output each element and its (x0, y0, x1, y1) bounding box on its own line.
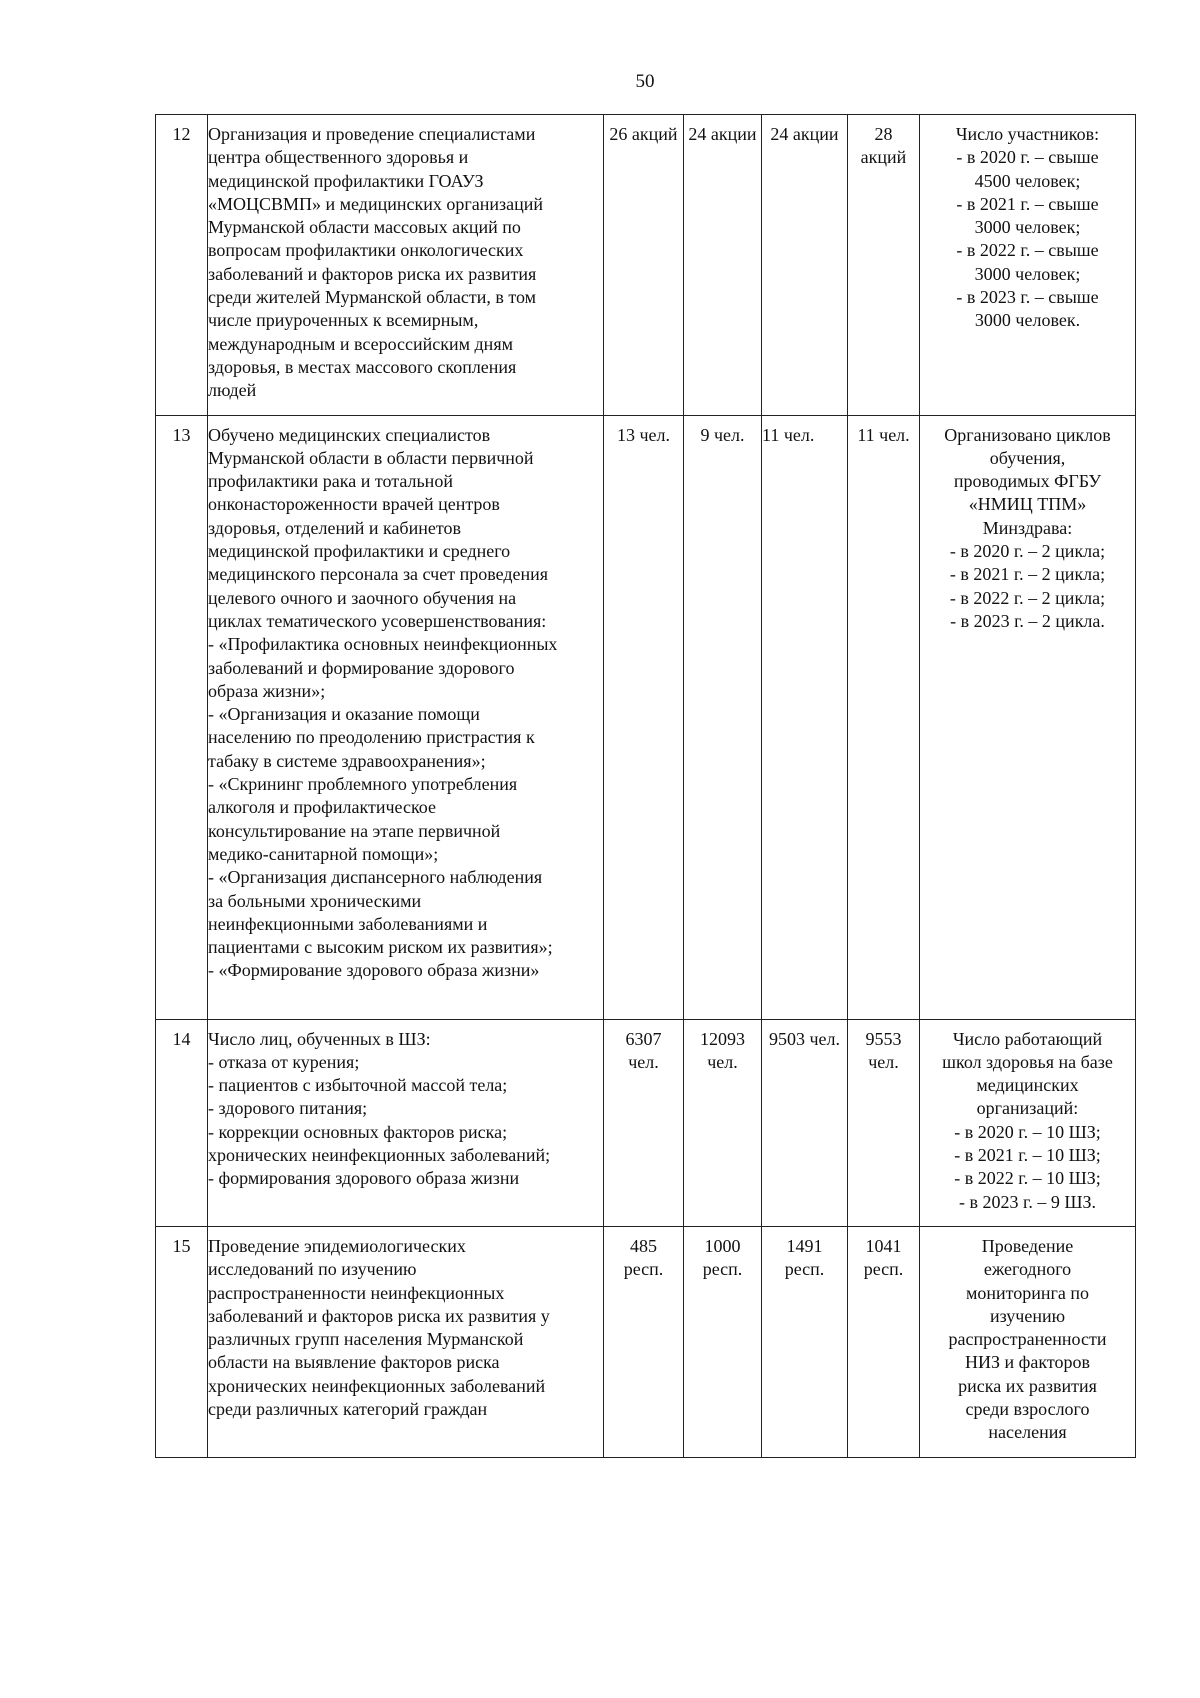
text-line: риска их развития (958, 1375, 1097, 1396)
text-line: Число работающий (952, 1028, 1103, 1049)
text-line: мониторинга по (965, 1282, 1090, 1303)
text-line: 26 акций (609, 124, 678, 144)
text-line: Мурманской области в области первичной (208, 447, 534, 468)
text-line: - в 2022 г. – 10 ШЗ; (954, 1168, 1101, 1189)
text-line: 1041 (865, 1235, 902, 1256)
measure-description (208, 415, 604, 1019)
text-line: Минздрава: (982, 517, 1073, 538)
table-row (156, 1226, 1136, 1457)
value-2022 (762, 1019, 848, 1226)
text-line: международным и всероссийским дням (208, 333, 513, 354)
text-line: хронических неинфекционных заболеваний (208, 1375, 546, 1396)
text-line: 24 акции (770, 124, 839, 144)
text-line: 9 чел. (700, 424, 745, 445)
text-line: 24 акции (688, 124, 757, 144)
table-row (156, 1019, 1136, 1226)
result-cell (920, 1019, 1136, 1226)
text-line: распространенности (948, 1329, 1107, 1350)
text-line: Проведение эпидемиологических (208, 1235, 466, 1256)
result-cell (920, 115, 1136, 416)
text-line: вопросам профилактики онкологических (208, 240, 524, 261)
text-line: хронических неинфекционных заболеваний; (208, 1145, 551, 1166)
text-line: алкоголя и профилактическое (208, 797, 436, 818)
row-number: 15 (156, 1226, 208, 1457)
text-line: - «Профилактика основных неинфекционных (208, 634, 558, 655)
measure-description (208, 1226, 604, 1457)
text-line: 1000 (704, 1235, 741, 1256)
text-line: среди жителей Мурманской области, в том (208, 287, 537, 308)
table-row (156, 415, 1136, 1019)
text-line: респ. (784, 1259, 825, 1280)
text-line: среди различных категорий граждан (208, 1399, 488, 1420)
text-line: акций (860, 147, 907, 168)
text-line: населению по преодолению пристрастия к (208, 727, 535, 748)
value-2020 (604, 1226, 684, 1457)
text-line: распространенности неинфекционных (208, 1282, 505, 1303)
text-line: заболеваний и формирование здорового (208, 657, 515, 678)
measure-description (208, 115, 604, 416)
text-line: среди взрослого (965, 1399, 1090, 1420)
text-line: - в 2022 г. – 2 цикла; (949, 587, 1106, 608)
text-line: медико-санитарной помощи»; (208, 843, 439, 864)
text-line: - в 2021 г. – свыше (956, 193, 1099, 214)
text-line: - отказа от курения; (208, 1051, 360, 1072)
text-line: Организовано циклов (944, 424, 1111, 445)
text-line: - здорового питания; (208, 1098, 368, 1119)
text-line: Мурманской области массовых акций по (208, 217, 521, 238)
text-line: Организация и проведение специалистами (208, 124, 536, 144)
text-line: области на выявление факторов риска (208, 1352, 500, 1373)
text-line: - «Организация диспансерного наблюдения (208, 867, 543, 888)
text-line: онконастороженности врачей центров (208, 494, 500, 515)
text-line: чел. (628, 1051, 659, 1072)
value-2022 (762, 115, 848, 416)
text-line: числе приуроченных к всемирным, (208, 310, 479, 331)
text-line: школ здоровья на базе (942, 1051, 1113, 1072)
text-line: Число лиц, обученных в ШЗ: (208, 1028, 431, 1049)
text-line: - в 2023 г. – 2 цикла. (950, 610, 1105, 631)
text-line: циклах тематического усовершенствования: (208, 610, 547, 631)
page-number: 50 (635, 71, 655, 92)
text-line: организаций: (976, 1098, 1079, 1119)
result-cell (920, 1226, 1136, 1457)
value-2023 (848, 415, 920, 1019)
table-row (156, 115, 1136, 416)
text-line: исследований по изучению (208, 1259, 417, 1280)
text-line: 9503 чел. (768, 1028, 841, 1049)
text-line: здоровья, в местах массового скопления (208, 356, 517, 377)
value-2022 (762, 1226, 848, 1457)
text-line: людей (208, 380, 257, 401)
text-line: 12093 (700, 1028, 745, 1049)
text-line: чел. (707, 1051, 738, 1072)
row-number: 13 (156, 415, 208, 1019)
text-line: 1491 (786, 1235, 823, 1256)
text-line: 28 (874, 124, 893, 144)
measures-table (155, 114, 1136, 1458)
text-line: - пациентов с избыточной массой тела; (208, 1075, 508, 1096)
text-line: ежегодного (983, 1259, 1072, 1280)
text-line: - «Скрининг проблемного употребления (208, 774, 518, 795)
text-line: 11 чел. (762, 424, 815, 445)
text-line: обучения, (989, 447, 1066, 468)
text-line: заболеваний и факторов риска их развития у (208, 1305, 550, 1326)
text-line: 3000 человек; (974, 263, 1081, 284)
text-line: Число участников: (955, 124, 1100, 144)
result-cell (920, 415, 1136, 1019)
text-line: неинфекционными заболеваниями и (208, 913, 488, 934)
value-2020 (604, 415, 684, 1019)
text-line: - в 2023 г. – свыше (956, 287, 1099, 308)
value-2021 (684, 1226, 762, 1457)
text-line: - в 2023 г. – 9 ШЗ. (958, 1191, 1097, 1212)
text-line: - формирования здорового образа жизни (208, 1168, 520, 1189)
text-line: изучению (989, 1305, 1066, 1326)
text-line: «МОЦСВМП» и медицинских организаций (208, 193, 543, 214)
value-2021 (684, 1019, 762, 1226)
measure-description (208, 1019, 604, 1226)
text-line: - «Организация и оказание помощи (208, 704, 480, 725)
text-line: - в 2020 г. – 10 ШЗ; (954, 1121, 1101, 1142)
text-line: - в 2021 г. – 2 цикла; (949, 564, 1106, 585)
text-line: консультирование на этапе первичной (208, 820, 501, 841)
value-2021 (684, 115, 762, 416)
text-line: табаку в системе здравоохранения»; (208, 750, 486, 771)
text-line: медицинского персонала за счет проведения (208, 564, 549, 585)
text-line: центра общественного здоровья и (208, 147, 469, 168)
value-2022 (762, 415, 848, 1019)
text-line: пациентами с высоким риском их развития»; (208, 937, 553, 958)
text-line: 6307 (625, 1028, 662, 1049)
text-line: - коррекции основных факторов риска; (208, 1121, 508, 1142)
text-line: различных групп населения Мурманской (208, 1329, 524, 1350)
text-line: профилактики рака и тотальной (208, 471, 453, 492)
text-line: здоровья, отделений и кабинетов (208, 517, 461, 538)
row-number: 12 (156, 115, 208, 416)
text-line: НИЗ и факторов (965, 1352, 1090, 1373)
text-line: 11 чел. (857, 424, 910, 445)
text-line: населения (988, 1422, 1067, 1443)
value-2020 (604, 1019, 684, 1226)
text-line: заболеваний и факторов риска их развития (208, 263, 537, 284)
value-2020 (604, 115, 684, 416)
text-line: 3000 человек. (974, 310, 1081, 331)
text-line: чел. (868, 1051, 899, 1072)
text-line: - в 2022 г. – свыше (956, 240, 1099, 261)
text-line: медицинских (976, 1075, 1079, 1096)
text-line: целевого очного и заочного обучения на (208, 587, 517, 608)
value-2023 (848, 115, 920, 416)
value-2023 (848, 1226, 920, 1457)
text-line: респ. (623, 1259, 664, 1280)
text-line: Проведение (981, 1235, 1074, 1256)
text-line: проводимых ФГБУ (953, 471, 1102, 492)
text-line: медицинской профилактики ГОАУЗ (208, 170, 484, 191)
row-number: 14 (156, 1019, 208, 1226)
text-line: респ. (702, 1259, 743, 1280)
text-line: 3000 человек; (974, 217, 1081, 238)
text-line: 4500 человек; (974, 170, 1081, 191)
text-line: - «Формирование здорового образа жизни» (208, 960, 540, 981)
value-2021 (684, 415, 762, 1019)
text-line: - в 2020 г. – свыше (956, 147, 1099, 168)
text-line: медицинской профилактики и среднего (208, 541, 511, 562)
text-line: Обучено медицинских специалистов (208, 424, 491, 445)
text-line: - в 2021 г. – 10 ШЗ; (954, 1145, 1101, 1166)
text-line: образа жизни»; (208, 680, 326, 701)
text-line: «НМИЦ ТПМ» (968, 494, 1087, 515)
value-2023 (848, 1019, 920, 1226)
text-line: за больными хроническими (208, 890, 422, 911)
text-line: 13 чел. (616, 424, 671, 445)
text-line: 9553 (865, 1028, 902, 1049)
text-line: респ. (863, 1259, 904, 1280)
text-line: - в 2020 г. – 2 цикла; (949, 541, 1106, 562)
text-line: 485 (630, 1235, 657, 1256)
